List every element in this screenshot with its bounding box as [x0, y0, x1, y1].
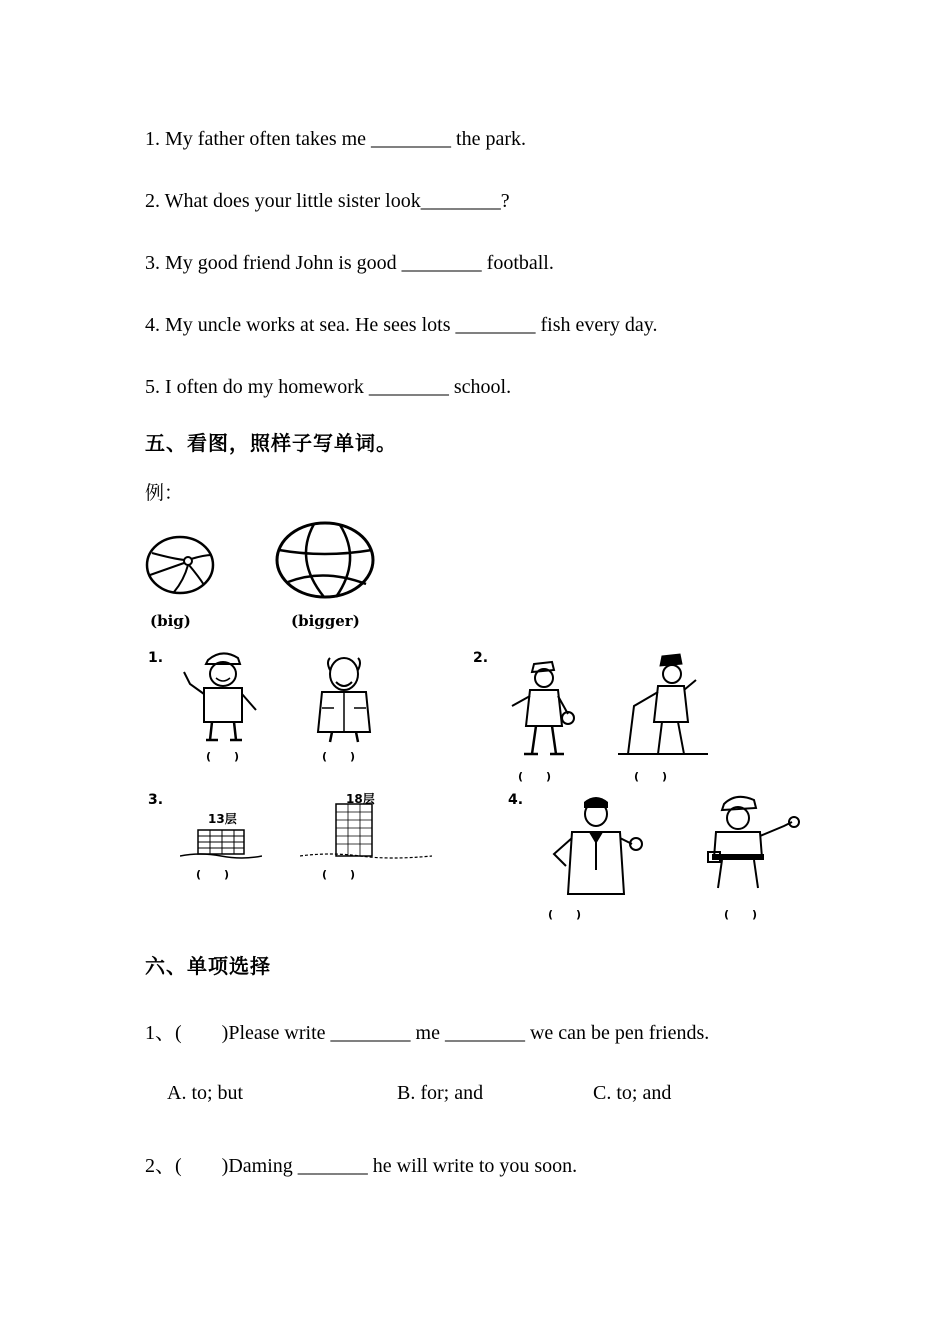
section6-title: 六、单项选择	[145, 954, 271, 978]
fill-blank-1: 1. My father often takes me ________ the park.	[145, 128, 527, 150]
fill-blank-2: 2. What does your little sister look________?	[145, 190, 510, 212]
question-2: 2、( )Daming _______ he will write to you soon.	[145, 1155, 578, 1177]
answer-paren-1a: ( )	[206, 750, 240, 763]
fill-blank-3: 3. My good friend John is good ________ football.	[145, 252, 554, 274]
q1-option-c: C. to; and	[593, 1082, 672, 1104]
young-man-illustration	[178, 648, 266, 744]
example-word-big: (big)	[150, 612, 191, 630]
low-building-illustration	[180, 826, 262, 860]
man-with-hat-illustration	[508, 656, 580, 758]
question-1: 1、( )Please write ________ me ________ we can be pen friends.	[145, 1022, 710, 1044]
q1-option-a: A. to; but	[167, 1082, 244, 1104]
example-label: 例：	[145, 482, 184, 504]
section5-title: 五、看图，照样子写单词。	[145, 431, 397, 455]
small-ball-illustration	[144, 535, 216, 597]
fill-blank-4: 4. My uncle works at sea. He sees lots ________ fish every day.	[145, 314, 658, 336]
answer-paren-1b: ( )	[322, 750, 356, 763]
item-number-2: 2.	[473, 650, 489, 666]
businessman-illustration	[546, 792, 646, 896]
answer-paren-2a: ( )	[518, 770, 552, 783]
item-number-4: 4.	[508, 792, 524, 808]
old-man-illustration	[300, 652, 388, 744]
big-ball-illustration	[274, 520, 376, 600]
floor-label-13: 13层	[208, 812, 237, 826]
item-number-1: 1.	[148, 650, 164, 666]
answer-paren-3b: ( )	[322, 868, 356, 881]
tall-building-illustration	[300, 800, 432, 862]
answer-paren-4a: ( )	[548, 908, 582, 921]
item-number-3: 3.	[148, 792, 164, 808]
floor-label-18: 18层	[346, 792, 375, 806]
man-with-cane-illustration	[618, 650, 708, 758]
answer-paren-2b: ( )	[634, 770, 668, 783]
answer-paren-4b: ( )	[724, 908, 758, 921]
q1-option-b: B. for; and	[397, 1082, 484, 1104]
policeman-illustration	[696, 792, 804, 890]
fill-blank-5: 5. I often do my homework ________ school.	[145, 376, 512, 398]
example-word-bigger: (bigger)	[291, 612, 360, 630]
answer-paren-3a: ( )	[196, 868, 230, 881]
